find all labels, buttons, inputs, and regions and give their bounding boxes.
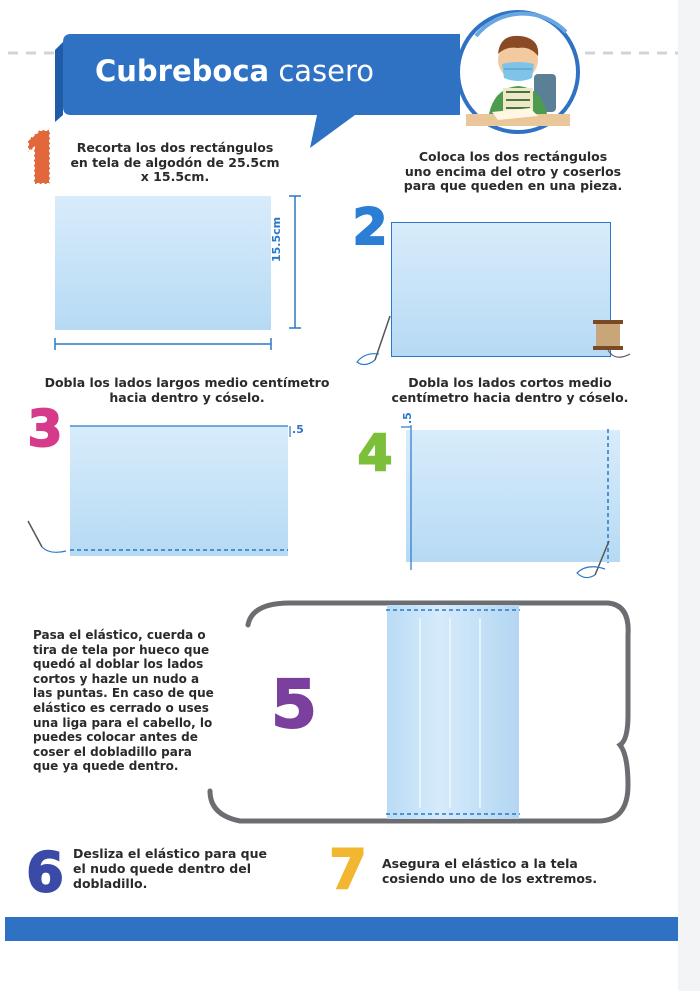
step-6-number: 6	[26, 841, 64, 904]
step-5-line-1: Pasa el elástico, cuerda o	[33, 628, 206, 642]
step-2-number: 2	[352, 198, 388, 256]
step-2-text	[378, 150, 648, 194]
step-6-line-1: Desliza el elástico para que	[73, 846, 267, 861]
step-7-line-1: Asegura el elástico a la tela	[382, 856, 578, 871]
step-5-line-8: puedes colocar antes de	[33, 730, 198, 745]
step-1-text	[55, 141, 295, 185]
step-5-line-3: quedó al doblar los lados	[33, 657, 204, 672]
title-light: casero	[278, 54, 375, 88]
step-5-line-10: que ya quede dentro.	[33, 759, 179, 774]
step-1-dimension-label: 15.5cm	[270, 216, 283, 262]
step-3-dimension-label: .5	[292, 423, 304, 436]
step-5-line-7: una liga para el cabello, lo	[33, 715, 213, 730]
step-2-needle-and-spool	[345, 312, 645, 372]
step-1-number-label	[24, 126, 54, 188]
step-3-number: 3	[27, 400, 63, 458]
step-3-text	[22, 376, 352, 405]
step-5-number: 5	[271, 666, 317, 743]
step-3-line-2: hacia dentro y cóselo.	[109, 389, 265, 405]
right-border	[678, 0, 700, 991]
step-7-text	[382, 856, 650, 886]
step-5-stitch-lines	[380, 600, 530, 825]
step-2-line-2: uno encima del otro y coserlos	[404, 163, 622, 179]
step-6-line-3: dobladillo.	[73, 876, 148, 891]
step-7-number: 7	[329, 838, 367, 901]
step-4-number: 4	[357, 424, 393, 482]
step-5-line-2: tira de tela por hueco que	[33, 642, 210, 657]
step-2-line-1: Coloca los dos rectángulos	[418, 149, 608, 164]
page-title	[95, 54, 374, 88]
step-5-line-6: elástico es cerrado o uses	[33, 700, 209, 715]
child-with-mask-illustration	[448, 8, 588, 138]
step-7-line-2: cosiendo uno de los extremos.	[382, 871, 598, 886]
step-3-fold-lines	[20, 415, 320, 565]
step-4-line-1: Dobla los lados cortos medio	[408, 375, 612, 390]
step-5-line-4: cortos y hazle un nudo a	[33, 671, 200, 686]
step-1-dimension-lines	[45, 190, 315, 360]
step-3-line-1: Dobla los lados largos medio centímetro	[44, 375, 330, 390]
step-4-line-2: centímetro hacia dentro y cóselo.	[391, 389, 629, 405]
step-1-line-1: Recorta los dos rectángulos	[76, 140, 274, 155]
step-5-line-9: coser el dobladillo para	[33, 744, 192, 759]
step-6-line-2: el nudo quede dentro del	[73, 861, 252, 876]
step-1-line-2: en tela de algodón de 25.5cm	[70, 154, 280, 170]
step-4-dimension-label: .5	[401, 412, 414, 424]
step-6-text	[73, 846, 309, 891]
title-bold: Cubreboca	[95, 54, 270, 88]
step-2-line-3: para que queden en una pieza.	[403, 178, 623, 193]
title-banner	[55, 30, 475, 150]
step-1-line-3: x 15.5cm.	[140, 169, 210, 184]
step-4-text	[372, 376, 648, 405]
footer-bar	[5, 917, 678, 941]
step-4-fold-lines	[395, 405, 655, 585]
step-5-line-5: las puntas. En caso de que	[33, 686, 214, 701]
